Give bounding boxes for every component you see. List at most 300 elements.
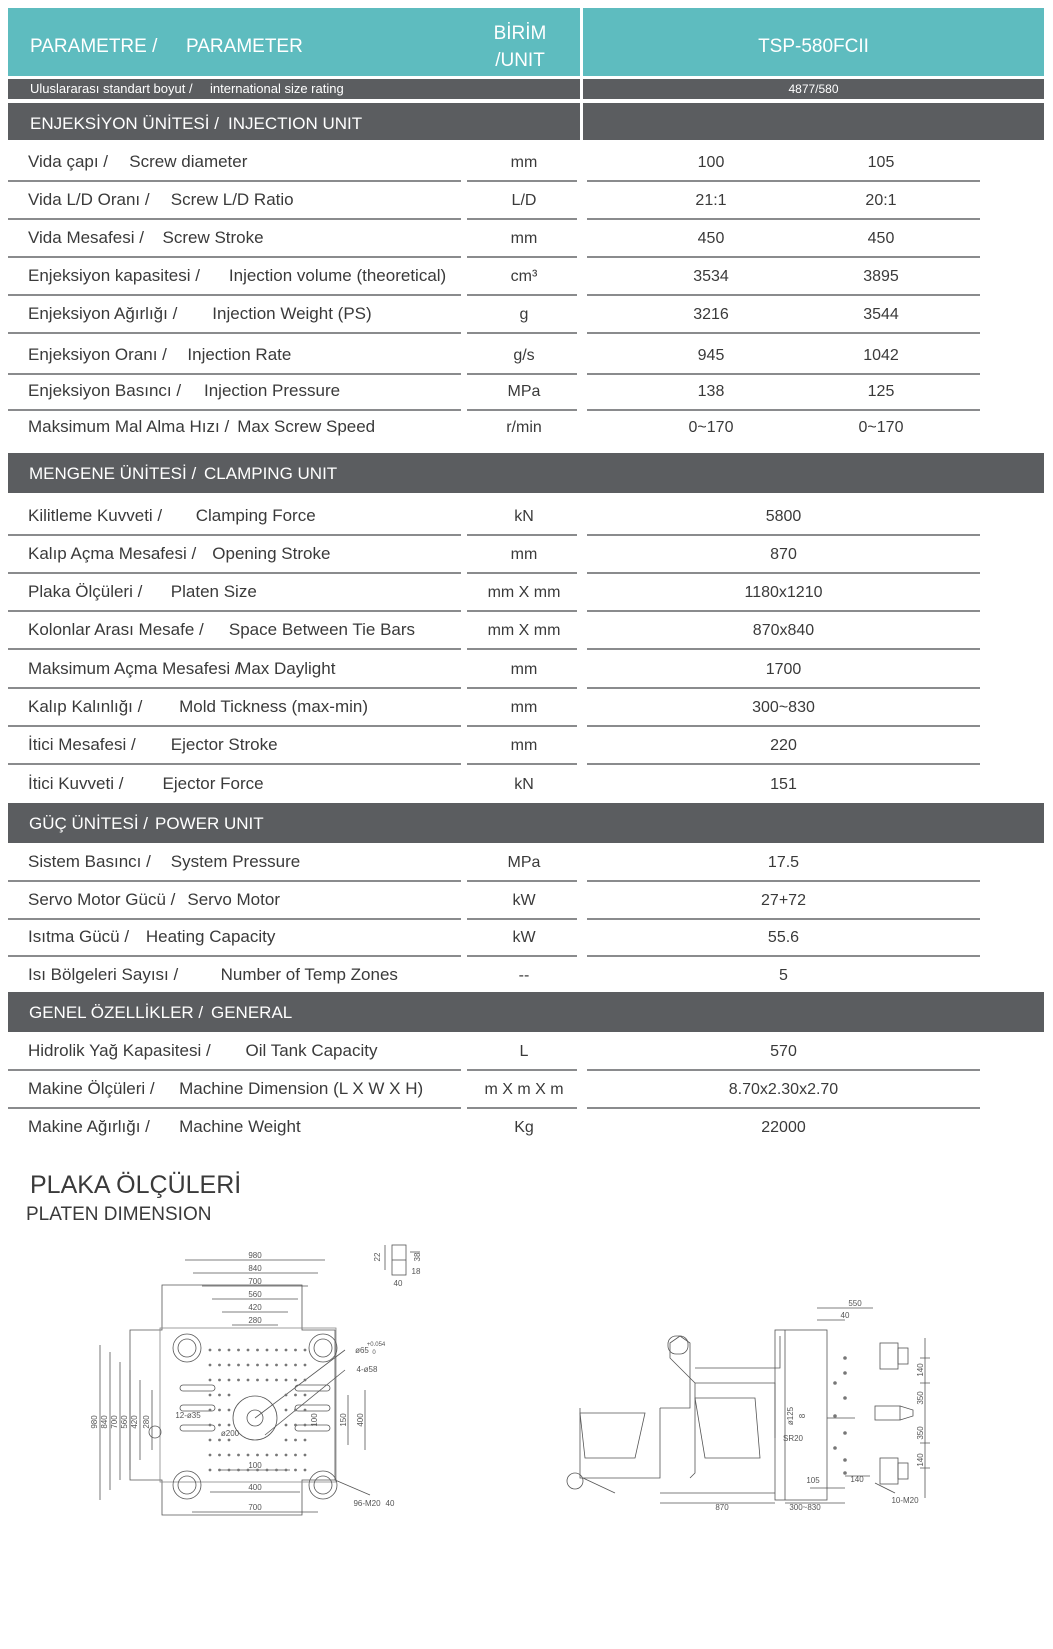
- row-value-2: 3895: [863, 268, 899, 285]
- row-value: 55.6: [767, 929, 800, 946]
- row-divider-left: [8, 256, 461, 258]
- dim-bore-tol: +0.054: [366, 1342, 386, 1348]
- dim-detail-22: 22: [373, 1252, 382, 1262]
- row-unit: mm X mm: [487, 584, 561, 601]
- bolt-hole: [209, 1469, 212, 1472]
- row-divider-value: [587, 1069, 980, 1071]
- row-unit: mm: [510, 546, 538, 563]
- bolt-hole: [209, 1379, 212, 1382]
- row-value: 27+72: [761, 892, 806, 909]
- bolt-hole: [228, 1364, 231, 1367]
- bolt-hole: [218, 1394, 221, 1397]
- dim-side-980: 980: [90, 1415, 99, 1429]
- row-divider-left: [8, 534, 461, 536]
- row-divider-unit: [467, 610, 577, 612]
- row-divider-unit: [467, 955, 577, 957]
- row-label-tr: Kilitleme Kuvveti /: [28, 506, 163, 525]
- bolt-hole: [256, 1379, 259, 1382]
- row-label-tr: Kolonlar Arası Mesafe /: [28, 620, 204, 639]
- side-bolt-hole: [843, 1431, 847, 1435]
- row-divider-left: [8, 218, 461, 220]
- row-value-1: 0~170: [688, 419, 734, 436]
- row-value-2: 125: [867, 383, 895, 400]
- row-divider-left: [8, 1107, 461, 1109]
- side-dim-140a: 140: [916, 1363, 925, 1377]
- row-divider-left: [8, 373, 461, 375]
- row-value: 220: [770, 737, 797, 754]
- row-divider-left: [8, 918, 461, 920]
- dim-side-840: 840: [100, 1415, 109, 1429]
- side-dim-8: 8: [798, 1413, 807, 1419]
- dim-center: ø200: [220, 1429, 240, 1438]
- bolt-hole: [304, 1409, 307, 1412]
- header-unit-line1: BİRİM: [493, 23, 547, 44]
- bolt-hole: [218, 1364, 221, 1367]
- row-label-en: Injection Weight (PS): [212, 304, 372, 323]
- row-label-tr: Enjeksiyon Ağırlığı /: [28, 304, 178, 323]
- row-label-tr: Enjeksiyon kapasitesi /: [28, 266, 200, 285]
- row-divider-unit: [467, 1069, 577, 1071]
- platen-title-en: PLATEN DIMENSION: [26, 1204, 212, 1225]
- row-value: 8.70x2.30x2.70: [728, 1081, 839, 1098]
- bolt-hole: [285, 1424, 288, 1427]
- row-unit: --: [518, 967, 530, 984]
- dim-holes: 12-ø35: [175, 1411, 201, 1420]
- side-bolt-hole: [833, 1446, 837, 1450]
- side-bolt-hole: [843, 1458, 847, 1462]
- bolt-hole: [228, 1349, 231, 1352]
- bolt-hole: [304, 1454, 307, 1457]
- dim-thread: 96-M20: [353, 1499, 381, 1508]
- row-label-en: Mold Tickness (max-min): [179, 697, 369, 716]
- row-label-en: Ejector Stroke: [170, 735, 278, 754]
- dim-side-280: 280: [142, 1415, 151, 1429]
- side-bolt-hole: [833, 1414, 837, 1418]
- size-rating-label-tr: Uluslararası standart boyut /: [30, 81, 193, 96]
- dim-side-700: 700: [110, 1415, 119, 1429]
- dim-slot-400: 400: [356, 1413, 365, 1427]
- row-divider-value: [587, 534, 980, 536]
- row-label-en: Injection Rate: [187, 345, 292, 364]
- row-label-en: Platen Size: [170, 582, 257, 601]
- row-divider-value: [587, 218, 980, 220]
- side-dim-350a: 350: [916, 1391, 925, 1405]
- row-unit: MPa: [507, 383, 541, 400]
- bolt-hole: [209, 1349, 212, 1352]
- row-label-en: Screw Stroke: [162, 228, 264, 247]
- row-value-2: 450: [867, 230, 895, 247]
- bolt-hole: [228, 1439, 231, 1442]
- row-label-en: Heating Capacity: [145, 927, 276, 946]
- row-value: 151: [770, 776, 797, 793]
- row-value-1: 3534: [693, 268, 729, 285]
- row-divider-unit: [467, 180, 577, 182]
- bolt-hole: [304, 1424, 307, 1427]
- row-divider-left: [8, 409, 461, 411]
- row-label-en: Oil Tank Capacity: [245, 1041, 378, 1060]
- bolt-hole: [294, 1439, 297, 1442]
- row-unit: cm³: [510, 268, 538, 285]
- bolt-hole: [218, 1439, 221, 1442]
- header-unit-line2: /UNIT: [495, 50, 545, 71]
- row-unit: mm X mm: [487, 622, 561, 639]
- header-param-en: PARAMETER: [186, 36, 303, 57]
- bolt-hole: [218, 1379, 221, 1382]
- row-label-en: Machine Weight: [179, 1117, 301, 1136]
- bolt-hole: [266, 1379, 269, 1382]
- platen-side-drawing: [555, 1298, 945, 1518]
- row-label-en: Injection volume (theoretical): [228, 266, 447, 285]
- side-dim-40: 40: [840, 1311, 850, 1320]
- side-dim-125: ø125: [786, 1406, 795, 1426]
- bolt-hole: [294, 1454, 297, 1457]
- bolt-hole: [209, 1409, 212, 1412]
- bolt-hole: [294, 1469, 297, 1472]
- bolt-hole: [294, 1394, 297, 1397]
- row-divider-left: [8, 332, 461, 334]
- row-label-tr: Vida çapı /: [28, 152, 109, 171]
- dim-side-420: 420: [130, 1415, 139, 1429]
- row-value-1: 21:1: [695, 192, 727, 209]
- row-value-1: 450: [697, 230, 725, 247]
- row-divider-value: [587, 409, 980, 411]
- side-dim-350b: 350: [916, 1426, 925, 1440]
- side-dim-105: 105: [806, 1476, 820, 1485]
- row-value: 5800: [765, 508, 802, 525]
- bolt-hole: [218, 1424, 221, 1427]
- row-label-tr: Isı Bölgeleri Sayısı /: [28, 965, 179, 984]
- row-divider-unit: [467, 534, 577, 536]
- row-label-tr: Makine Ölçüleri /: [28, 1079, 155, 1098]
- bolt-hole: [256, 1349, 259, 1352]
- row-label-tr: Isıtma Gücü /: [28, 927, 130, 946]
- row-value: 1700: [765, 661, 802, 678]
- bolt-hole: [228, 1454, 231, 1457]
- bolt-hole: [228, 1409, 231, 1412]
- row-divider-value: [587, 687, 980, 689]
- row-label-tr: Servo Motor Gücü /: [28, 890, 176, 909]
- bolt-hole: [304, 1349, 307, 1352]
- bolt-hole: [275, 1454, 278, 1457]
- bolt-hole: [304, 1469, 307, 1472]
- bolt-hole: [228, 1379, 231, 1382]
- row-divider-value: [587, 256, 980, 258]
- row-unit: Kg: [514, 1119, 534, 1136]
- row-unit: kN: [514, 508, 534, 525]
- bolt-hole: [237, 1349, 240, 1352]
- row-value-2: 0~170: [858, 419, 904, 436]
- side-dim-sr20: SR20: [782, 1434, 804, 1443]
- row-unit: MPa: [507, 854, 541, 871]
- dim-bottom-100: 100: [248, 1461, 262, 1470]
- section-general: [8, 992, 1044, 1032]
- row-unit: r/min: [506, 419, 542, 436]
- row-divider-value: [587, 763, 980, 765]
- row-unit: kN: [514, 776, 534, 793]
- row-unit: kW: [512, 929, 536, 946]
- row-divider-unit: [467, 332, 577, 334]
- bolt-hole: [247, 1349, 250, 1352]
- bolt-hole: [285, 1469, 288, 1472]
- side-bolt-hole: [843, 1396, 847, 1400]
- bolt-hole: [304, 1364, 307, 1367]
- row-value-1: 3216: [693, 306, 729, 323]
- dim-top-840: 840: [248, 1264, 262, 1273]
- bolt-hole: [285, 1364, 288, 1367]
- bolt-hole: [218, 1349, 221, 1352]
- row-label-tr: Hidrolik Yağ Kapasitesi /: [28, 1041, 211, 1060]
- row-divider-left: [8, 572, 461, 574]
- bolt-hole: [228, 1424, 231, 1427]
- header-param-tr: PARAMETRE /: [30, 36, 158, 57]
- bolt-hole: [228, 1469, 231, 1472]
- row-label-en: Max Screw Speed: [237, 417, 376, 436]
- row-divider-value: [587, 373, 980, 375]
- row-label-en: Opening Stroke: [212, 544, 331, 563]
- row-divider-value: [587, 955, 980, 957]
- bolt-hole: [209, 1454, 212, 1457]
- bolt-hole: [209, 1424, 212, 1427]
- section-injection-right: [583, 103, 1044, 140]
- bolt-hole: [275, 1349, 278, 1352]
- row-divider-value: [587, 725, 980, 727]
- row-label-en: Screw diameter: [129, 152, 248, 171]
- bolt-hole: [304, 1439, 307, 1442]
- row-label-tr: Maksimum Açma Mesafesi /: [28, 659, 240, 678]
- row-value: 1180x1210: [744, 584, 823, 601]
- bolt-hole: [294, 1379, 297, 1382]
- dim-side-560: 560: [120, 1415, 129, 1429]
- side-dim-140c: 140: [850, 1475, 864, 1484]
- bolt-hole: [237, 1469, 240, 1472]
- bolt-hole: [256, 1364, 259, 1367]
- dim-slot-100: 100: [310, 1413, 319, 1427]
- row-value-1: 100: [697, 154, 725, 171]
- row-divider-unit: [467, 687, 577, 689]
- row-divider-left: [8, 880, 461, 882]
- bolt-hole: [218, 1454, 221, 1457]
- dim-small-holes: 4-ø58: [356, 1365, 378, 1374]
- row-divider-left: [8, 955, 461, 957]
- dim-slot-150: 150: [339, 1413, 348, 1427]
- row-divider-value: [587, 648, 980, 650]
- row-label-en: System Pressure: [170, 852, 301, 871]
- row-label-en: Ejector Force: [162, 774, 264, 793]
- row-divider-value: [587, 610, 980, 612]
- row-value: 22000: [761, 1119, 806, 1136]
- row-label-tr: Makine Ağırlığı /: [28, 1117, 150, 1136]
- row-divider-left: [8, 763, 461, 765]
- row-value: 300~830: [752, 699, 815, 716]
- row-divider-unit: [467, 763, 577, 765]
- row-unit: L: [519, 1043, 529, 1060]
- bolt-hole: [285, 1379, 288, 1382]
- bolt-hole: [294, 1424, 297, 1427]
- row-label-tr: İtici Kuvveti /: [28, 774, 124, 793]
- row-divider-left: [8, 610, 461, 612]
- section-general-tr: GENEL ÖZELLİKLER /: [29, 1003, 204, 1022]
- bolt-hole: [294, 1409, 297, 1412]
- row-divider-unit: [467, 648, 577, 650]
- row-unit: m X m X m: [484, 1081, 564, 1098]
- row-divider-unit: [467, 1107, 577, 1109]
- dim-detail-18: 18: [411, 1267, 421, 1276]
- dim-bore: ø65: [355, 1346, 369, 1355]
- section-general-en: GENERAL: [211, 1003, 293, 1022]
- row-divider-value: [587, 572, 980, 574]
- bolt-hole: [256, 1454, 259, 1457]
- bolt-hole: [275, 1469, 278, 1472]
- bolt-hole: [237, 1379, 240, 1382]
- row-divider-unit: [467, 409, 577, 411]
- row-divider-left: [8, 687, 461, 689]
- bolt-hole: [275, 1379, 278, 1382]
- row-divider-left: [8, 725, 461, 727]
- side-bolt-hole: [833, 1381, 837, 1385]
- bolt-hole: [285, 1349, 288, 1352]
- row-unit: mm: [510, 661, 538, 678]
- dim-top-980: 980: [248, 1251, 262, 1260]
- bolt-hole: [266, 1469, 269, 1472]
- row-divider-unit: [467, 572, 577, 574]
- row-label-en: Clamping Force: [195, 506, 316, 525]
- side-dim-140b: 140: [916, 1453, 925, 1467]
- bolt-hole: [294, 1349, 297, 1352]
- dim-top-560: 560: [248, 1290, 262, 1299]
- bolt-hole: [209, 1439, 212, 1442]
- platen-title-tr: PLAKA ÖLÇÜLERİ: [30, 1171, 242, 1199]
- row-label-tr: Sistem Basıncı /: [28, 852, 151, 871]
- row-unit: mm: [510, 230, 538, 247]
- row-value-1: 138: [697, 383, 725, 400]
- row-value-2: 3544: [863, 306, 899, 323]
- row-divider-left: [8, 180, 461, 182]
- row-divider-unit: [467, 880, 577, 882]
- row-value: 5: [779, 967, 788, 984]
- row-divider-unit: [467, 256, 577, 258]
- section-power-tr: GÜÇ ÜNİTESİ /: [29, 814, 149, 833]
- row-value: 870: [770, 546, 797, 563]
- dim-detail-40: 40: [393, 1279, 403, 1288]
- row-label-en: Machine Dimension (L X W X H): [179, 1079, 424, 1098]
- row-divider-left: [8, 1069, 461, 1071]
- section-clamping: [8, 453, 1044, 493]
- row-divider-left: [8, 294, 461, 296]
- row-label-en: Number of Temp Zones: [220, 965, 398, 984]
- size-rating-value: 4877/580: [788, 82, 839, 96]
- row-divider-unit: [467, 725, 577, 727]
- row-label-en: Space Between Tie Bars: [228, 620, 416, 639]
- row-label-tr: Maksimum Mal Alma Hızı /: [28, 417, 230, 436]
- dim-top-280: 280: [248, 1316, 262, 1325]
- side-bolt-hole: [843, 1471, 847, 1475]
- side-bolt-hole: [843, 1371, 847, 1375]
- row-label-en: Max Daylight: [237, 659, 336, 678]
- row-value: 17.5: [767, 854, 800, 871]
- size-rating-label-en: international size rating: [210, 81, 344, 96]
- dim-bottom-700: 700: [248, 1503, 262, 1512]
- dim-top-700: 700: [248, 1277, 262, 1286]
- bolt-hole: [237, 1364, 240, 1367]
- row-label-tr: Vida Mesafesi /: [28, 228, 144, 247]
- row-label-tr: İtici Mesafesi /: [28, 735, 136, 754]
- row-divider-value: [587, 332, 980, 334]
- row-divider-left: [8, 648, 461, 650]
- row-label-tr: Enjeksiyon Oranı /: [28, 345, 167, 364]
- row-value-2: 1042: [863, 347, 899, 364]
- dim-detail-38: 38: [413, 1252, 422, 1262]
- side-dim-550: 550: [848, 1299, 862, 1308]
- row-value-1: 945: [697, 347, 725, 364]
- bolt-hole: [237, 1454, 240, 1457]
- section-clamping-tr: MENGENE ÜNİTESİ /: [29, 464, 197, 483]
- section-injection-en: INJECTION UNIT: [228, 114, 363, 133]
- bolt-hole: [285, 1454, 288, 1457]
- row-value: 570: [770, 1043, 797, 1060]
- bolt-hole: [247, 1454, 250, 1457]
- row-unit: kW: [512, 892, 536, 909]
- row-unit: mm: [510, 699, 538, 716]
- row-unit: g/s: [513, 347, 535, 364]
- section-power-en: POWER UNIT: [155, 814, 264, 833]
- row-label-tr: Vida L/D Oranı /: [28, 190, 150, 209]
- header-model: TSP-580FCII: [758, 36, 869, 57]
- row-unit: L/D: [511, 192, 537, 209]
- bolt-hole: [285, 1439, 288, 1442]
- bolt-hole: [285, 1409, 288, 1412]
- row-label-tr: Enjeksiyon Basıncı /: [28, 381, 182, 400]
- dim-bottom-400: 400: [248, 1483, 262, 1492]
- row-divider-unit: [467, 218, 577, 220]
- dim-bore-tol-low: 0: [372, 1350, 376, 1356]
- bolt-hole: [209, 1394, 212, 1397]
- dim-top-420: 420: [248, 1303, 262, 1312]
- bolt-hole: [247, 1379, 250, 1382]
- side-bolt-hole: [843, 1356, 847, 1360]
- row-unit: mm: [510, 737, 538, 754]
- row-divider-value: [587, 294, 980, 296]
- bolt-hole: [275, 1364, 278, 1367]
- side-dim-870: 870: [715, 1503, 729, 1512]
- bolt-hole: [209, 1364, 212, 1367]
- row-value-2: 20:1: [865, 192, 897, 209]
- row-unit: g: [519, 306, 529, 323]
- section-power: [8, 803, 1044, 843]
- row-divider-unit: [467, 294, 577, 296]
- row-value: 870x840: [752, 622, 815, 639]
- section-clamping-en: CLAMPING UNIT: [204, 464, 338, 483]
- bolt-hole: [304, 1394, 307, 1397]
- bolt-hole: [247, 1364, 250, 1367]
- row-divider-value: [587, 880, 980, 882]
- row-label-en: Servo Motor: [187, 890, 280, 909]
- row-divider-unit: [467, 373, 577, 375]
- row-label-tr: Kalıp Açma Mesafesi /: [28, 544, 197, 563]
- section-injection-tr: ENJEKSİYON ÜNİTESİ /: [30, 114, 219, 133]
- bolt-hole: [285, 1394, 288, 1397]
- row-label-tr: Kalıp Kalınlığı /: [28, 697, 143, 716]
- bolt-hole: [266, 1454, 269, 1457]
- row-divider-value: [587, 180, 980, 182]
- row-divider-value: [587, 1107, 980, 1109]
- bolt-hole: [294, 1364, 297, 1367]
- row-label-tr: Plaka Ölçüleri /: [28, 582, 143, 601]
- bolt-hole: [266, 1364, 269, 1367]
- row-label-en: Screw L/D Ratio: [170, 190, 294, 209]
- row-divider-unit: [467, 918, 577, 920]
- bolt-hole: [218, 1469, 221, 1472]
- platen-front-drawing: [80, 1240, 430, 1530]
